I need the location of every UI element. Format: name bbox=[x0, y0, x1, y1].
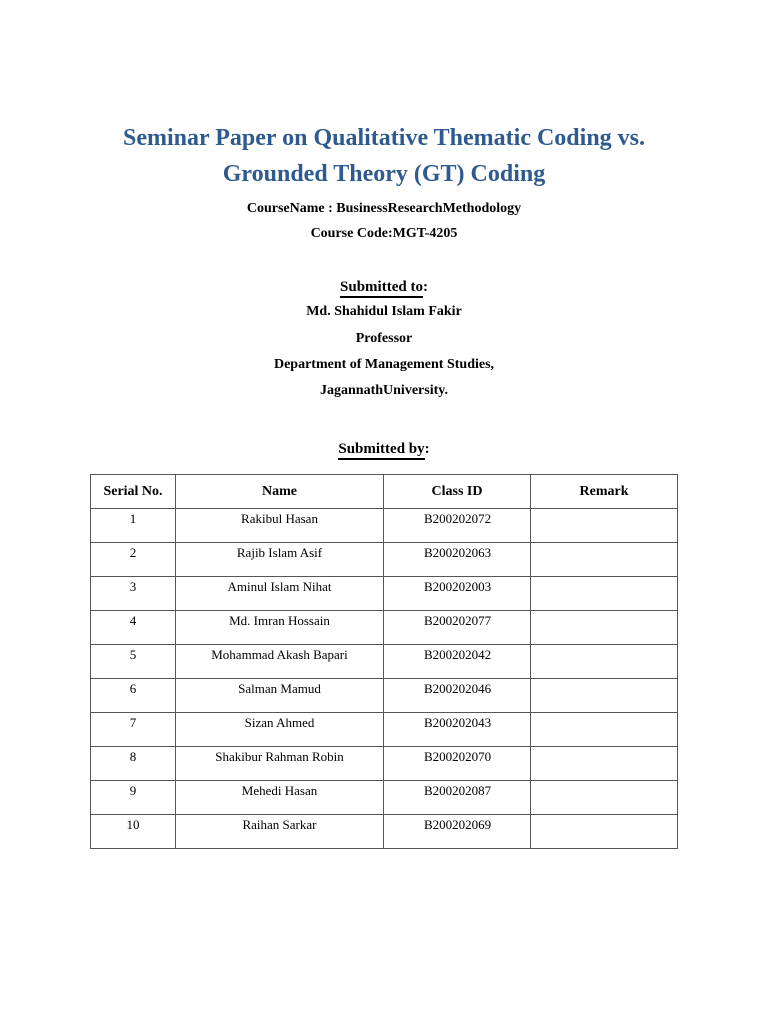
table-row bbox=[91, 747, 678, 781]
cell-class-id: B200202003 bbox=[384, 577, 531, 611]
cell-class-id: B200202046 bbox=[384, 679, 531, 713]
table-row bbox=[91, 611, 678, 645]
cell-remark bbox=[531, 611, 678, 645]
header-remark: Remark bbox=[531, 475, 678, 509]
cell-name: Rakibul Hasan bbox=[176, 509, 384, 543]
table-row bbox=[91, 509, 678, 543]
cell-name: Sizan Ahmed bbox=[176, 713, 384, 747]
submitted-by-label: Submitted by bbox=[338, 441, 424, 460]
submitted-to-colon: : bbox=[422, 279, 428, 295]
cell-name: Md. Imran Hossain bbox=[176, 611, 384, 645]
submitted-to-heading bbox=[0, 277, 768, 297]
cell-class-id: B200202063 bbox=[384, 543, 531, 577]
course-code: Course Code:MGT-4205 bbox=[310, 226, 458, 241]
cell-class-id: B200202087 bbox=[384, 781, 531, 815]
supervisor-department: Department of Management Studies, bbox=[273, 357, 495, 372]
cell-name: Mehedi Hasan bbox=[176, 781, 384, 815]
cell-serial: 7 bbox=[91, 713, 176, 747]
title-line-1: Seminar Paper on Qualitative Thematic Coding vs. bbox=[122, 125, 646, 151]
cell-name: Aminul Islam Nihat bbox=[176, 577, 384, 611]
cell-remark bbox=[531, 577, 678, 611]
cell-name: Raihan Sarkar bbox=[176, 815, 384, 849]
cell-class-id: B200202077 bbox=[384, 611, 531, 645]
submitted-by-colon: : bbox=[424, 441, 430, 457]
cell-class-id: B200202070 bbox=[384, 747, 531, 781]
cell-serial: 8 bbox=[91, 747, 176, 781]
supervisor-designation: Professor bbox=[355, 331, 413, 346]
table-header-row bbox=[91, 475, 678, 509]
cell-class-id: B200202072 bbox=[384, 509, 531, 543]
members-table bbox=[90, 474, 678, 849]
table-row bbox=[91, 645, 678, 679]
cell-serial: 5 bbox=[91, 645, 176, 679]
cell-remark bbox=[531, 679, 678, 713]
header-serial: Serial No. bbox=[91, 475, 176, 509]
cell-remark bbox=[531, 781, 678, 815]
cell-class-id: B200202042 bbox=[384, 645, 531, 679]
cell-name: Mohammad Akash Bapari bbox=[176, 645, 384, 679]
course-name: CourseName : BusinessResearchMethodology bbox=[246, 201, 522, 216]
cell-remark bbox=[531, 645, 678, 679]
submitted-by-heading bbox=[0, 439, 768, 459]
supervisor-name: Md. Shahidul Islam Fakir bbox=[306, 304, 462, 319]
cell-class-id: B200202043 bbox=[384, 713, 531, 747]
table-row bbox=[91, 577, 678, 611]
cell-remark bbox=[531, 713, 678, 747]
cell-serial: 9 bbox=[91, 781, 176, 815]
table-row bbox=[91, 679, 678, 713]
cell-name: Salman Mamud bbox=[176, 679, 384, 713]
cell-serial: 6 bbox=[91, 679, 176, 713]
cell-serial: 1 bbox=[91, 509, 176, 543]
title-line-2: Grounded Theory (GT) Coding bbox=[222, 161, 546, 187]
cell-name: Rajib Islam Asif bbox=[176, 543, 384, 577]
submitted-to-label: Submitted to bbox=[340, 279, 423, 298]
cell-remark bbox=[531, 543, 678, 577]
cell-remark bbox=[531, 747, 678, 781]
cell-serial: 4 bbox=[91, 611, 176, 645]
header-class-id: Class ID bbox=[384, 475, 531, 509]
cell-name: Shakibur Rahman Robin bbox=[176, 747, 384, 781]
cell-serial: 2 bbox=[91, 543, 176, 577]
table-row bbox=[91, 781, 678, 815]
supervisor-university: JagannathUniversity. bbox=[320, 383, 448, 398]
cell-remark bbox=[531, 815, 678, 849]
cell-class-id: B200202069 bbox=[384, 815, 531, 849]
cell-remark bbox=[531, 509, 678, 543]
table-row bbox=[91, 713, 678, 747]
table-row bbox=[91, 543, 678, 577]
cell-serial: 10 bbox=[91, 815, 176, 849]
cell-serial: 3 bbox=[91, 577, 176, 611]
header-name: Name bbox=[176, 475, 384, 509]
table-row bbox=[91, 815, 678, 849]
